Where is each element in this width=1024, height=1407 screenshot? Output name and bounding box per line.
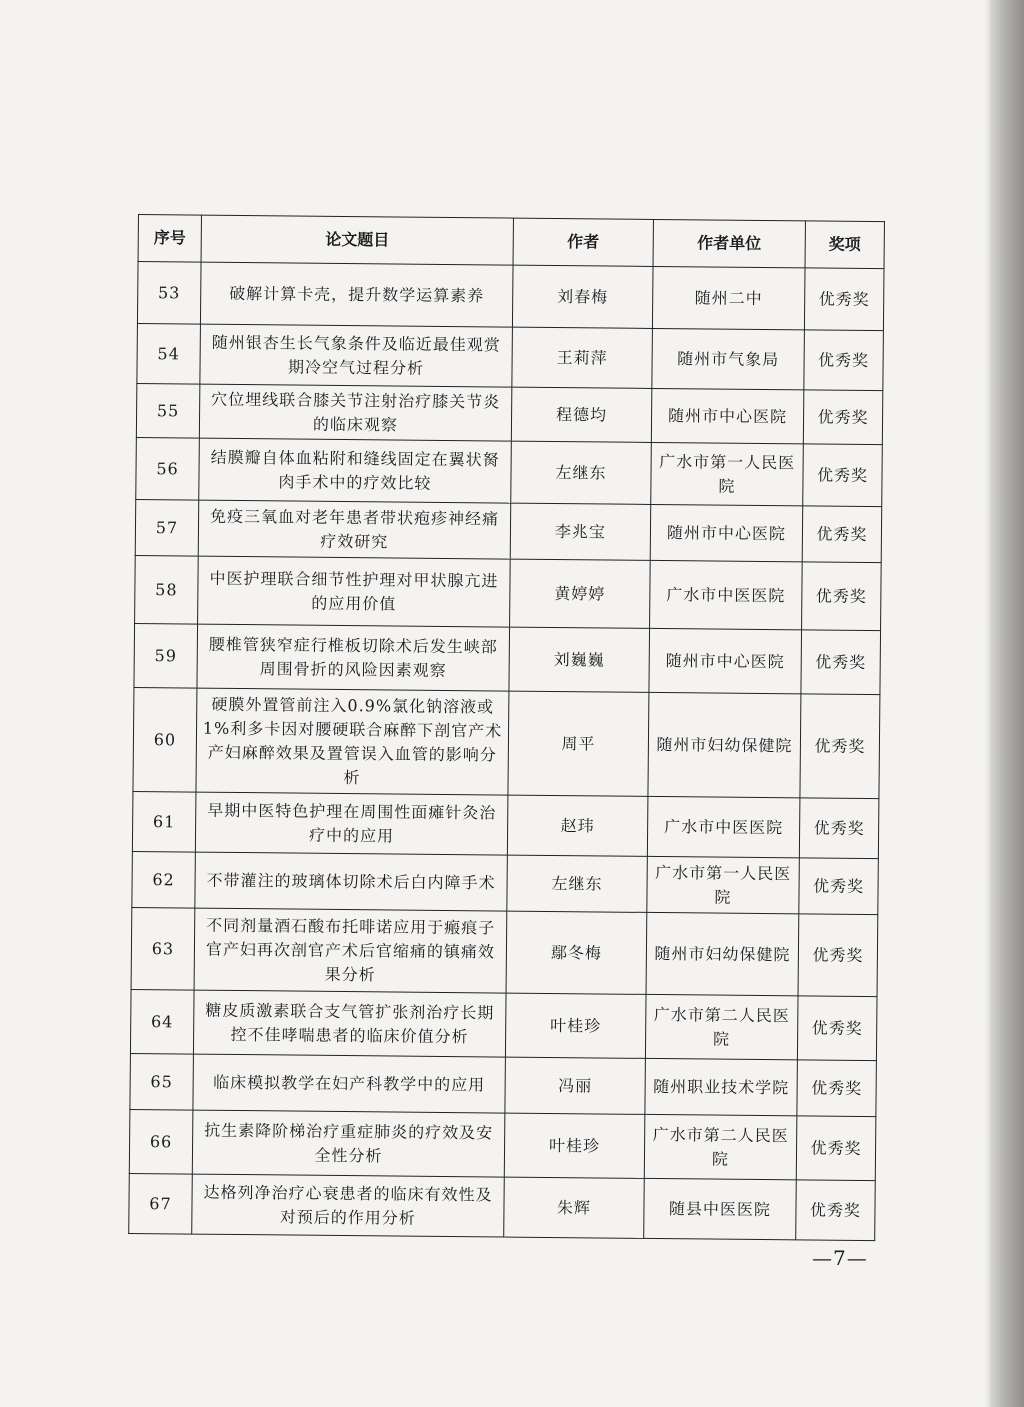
- row-author: 刘春梅: [512, 265, 653, 328]
- row-unit: 广水市中医医院: [650, 560, 803, 629]
- table-header-row: [138, 215, 884, 269]
- page-number: —7—: [812, 1246, 868, 1270]
- header-title: 论文题目: [201, 215, 513, 265]
- table-row: [131, 907, 878, 996]
- table-row: [130, 989, 877, 1060]
- row-unit: 随州职业技术学院: [645, 1058, 798, 1115]
- row-unit: 随州市气象局: [652, 328, 805, 389]
- row-author: 李兆宝: [510, 503, 651, 560]
- row-title: 免疫三氧血对老年患者带状疱疹神经痛疗效研究: [198, 500, 511, 559]
- row-title: 不带灌注的玻璃体切除术后白内障手术: [195, 852, 508, 911]
- row-unit: 随县中医医院: [644, 1178, 797, 1239]
- row-title: 中医护理联合细节性护理对甲状腺亢进的应用价值: [198, 556, 511, 627]
- row-award: 优秀奖: [802, 562, 882, 631]
- row-author: 赵玮: [507, 795, 648, 856]
- row-index: 63: [131, 907, 195, 990]
- table-row: [132, 851, 879, 914]
- row-index: 55: [136, 383, 200, 438]
- table-row: [135, 499, 882, 562]
- row-award: 优秀奖: [799, 798, 879, 859]
- row-award: 优秀奖: [800, 694, 880, 799]
- row-unit: 随州二中: [652, 266, 805, 329]
- row-index: 62: [132, 851, 196, 908]
- row-author: 朱辉: [504, 1177, 645, 1238]
- table-row: [136, 383, 882, 444]
- row-award: 优秀奖: [797, 1060, 877, 1117]
- table-row: [134, 623, 881, 694]
- row-author: 黄婷婷: [510, 559, 651, 628]
- table-row: [130, 1053, 877, 1116]
- row-award: 优秀奖: [797, 996, 877, 1061]
- row-title: 达格列净治疗心衰患者的临床有效性及对预后的作用分析: [192, 1174, 505, 1237]
- row-unit: 随州市妇幼保健院: [648, 692, 801, 797]
- row-index: 53: [137, 262, 201, 325]
- table-row: [136, 437, 883, 506]
- row-award: 优秀奖: [796, 1116, 876, 1181]
- row-title: 随州银杏生长气象条件及临近最佳观赏期冷空气过程分析: [200, 324, 513, 387]
- row-unit: 广水市第一人民医院: [647, 856, 800, 913]
- row-award: 优秀奖: [803, 390, 883, 445]
- row-unit: 随州市中心医院: [651, 388, 804, 443]
- row-author: 程德均: [511, 387, 652, 442]
- row-title: 早期中医特色护理在周围性面瘫针灸治疗中的应用: [195, 792, 508, 855]
- row-index: 58: [135, 555, 199, 624]
- row-award: 优秀奖: [796, 1180, 876, 1241]
- row-index: 66: [129, 1109, 193, 1174]
- row-author: 叶桂珍: [504, 1113, 645, 1178]
- table-row: [133, 687, 880, 798]
- row-unit: 随州市妇幼保健院: [646, 912, 799, 995]
- scanner-page-edge: [990, 0, 1024, 1407]
- row-unit: 随州市中心医院: [650, 504, 803, 561]
- row-title: 结膜瓣自体血粘附和缝线固定在翼状胬肉手术中的疗效比较: [199, 438, 512, 503]
- table-row: [137, 262, 884, 331]
- row-author: 王莉萍: [512, 327, 653, 388]
- table-row: [129, 1173, 876, 1240]
- row-title: 不同剂量酒石酸布托啡诺应用于瘢痕子官产妇再次剖官产术后官缩痛的镇痛效果分析: [194, 908, 507, 993]
- row-index: 65: [130, 1053, 194, 1110]
- row-author: 刘巍巍: [509, 627, 650, 692]
- row-award: 优秀奖: [804, 330, 884, 391]
- row-index: 61: [132, 791, 196, 852]
- row-title: 破解计算卡壳，提升数学运算素养: [200, 262, 513, 327]
- row-title: 硬膜外置管前注入0.9%氯化钠溶液或1%利多卡因对腰硬联合麻醉下剖官产术产妇麻醉效果及置管误入血管的影响分析: [196, 688, 509, 795]
- row-author: 左继东: [511, 441, 652, 504]
- awards-table: [128, 214, 885, 1241]
- header-award: 奖项: [805, 221, 884, 269]
- header-unit: 作者单位: [653, 219, 805, 267]
- row-title: 穴位埋线联合膝关节注射治疗膝关节炎的临床观察: [199, 384, 512, 441]
- row-author: 冯丽: [505, 1057, 646, 1114]
- row-index: 67: [129, 1173, 193, 1234]
- row-title: 糖皮质激素联合支气管扩张剂治疗长期控不佳哮喘患者的临床价值分析: [193, 990, 506, 1057]
- row-title: 临床模拟教学在妇产科教学中的应用: [193, 1054, 506, 1113]
- row-award: 优秀奖: [804, 268, 884, 331]
- row-unit: 广水市第二人民医院: [645, 994, 798, 1059]
- table-row: [137, 323, 884, 390]
- row-award: 优秀奖: [802, 506, 882, 563]
- row-title: 腰椎管狭窄症行椎板切除术后发生峡部周围骨折的风险因素观察: [197, 624, 510, 691]
- row-award: 优秀奖: [798, 914, 878, 997]
- row-title: 抗生素降阶梯治疗重症肺炎的疗效及安全性分析: [192, 1110, 505, 1177]
- row-author: 左继东: [507, 855, 648, 912]
- row-award: 优秀奖: [803, 444, 883, 507]
- table-row: [135, 555, 882, 630]
- table-row: [132, 791, 879, 858]
- row-index: 54: [137, 323, 201, 384]
- row-author: 周平: [508, 691, 649, 796]
- header-author: 作者: [513, 218, 653, 266]
- row-author: 叶桂珍: [505, 993, 646, 1058]
- row-index: 59: [134, 623, 198, 688]
- row-unit: 广水市第一人民医院: [651, 442, 804, 505]
- row-unit: 广水市第二人民医院: [644, 1114, 797, 1179]
- row-author: 鄢冬梅: [506, 911, 647, 994]
- header-index: 序号: [138, 215, 201, 263]
- row-index: 57: [135, 499, 199, 556]
- row-award: 优秀奖: [799, 858, 879, 915]
- row-index: 56: [136, 437, 200, 500]
- row-index: 60: [133, 687, 197, 792]
- table-row: [129, 1109, 876, 1180]
- row-unit: 广水市中医医院: [647, 796, 800, 857]
- row-unit: 随州市中心医院: [649, 628, 802, 693]
- row-index: 64: [130, 989, 194, 1054]
- row-award: 优秀奖: [801, 630, 881, 695]
